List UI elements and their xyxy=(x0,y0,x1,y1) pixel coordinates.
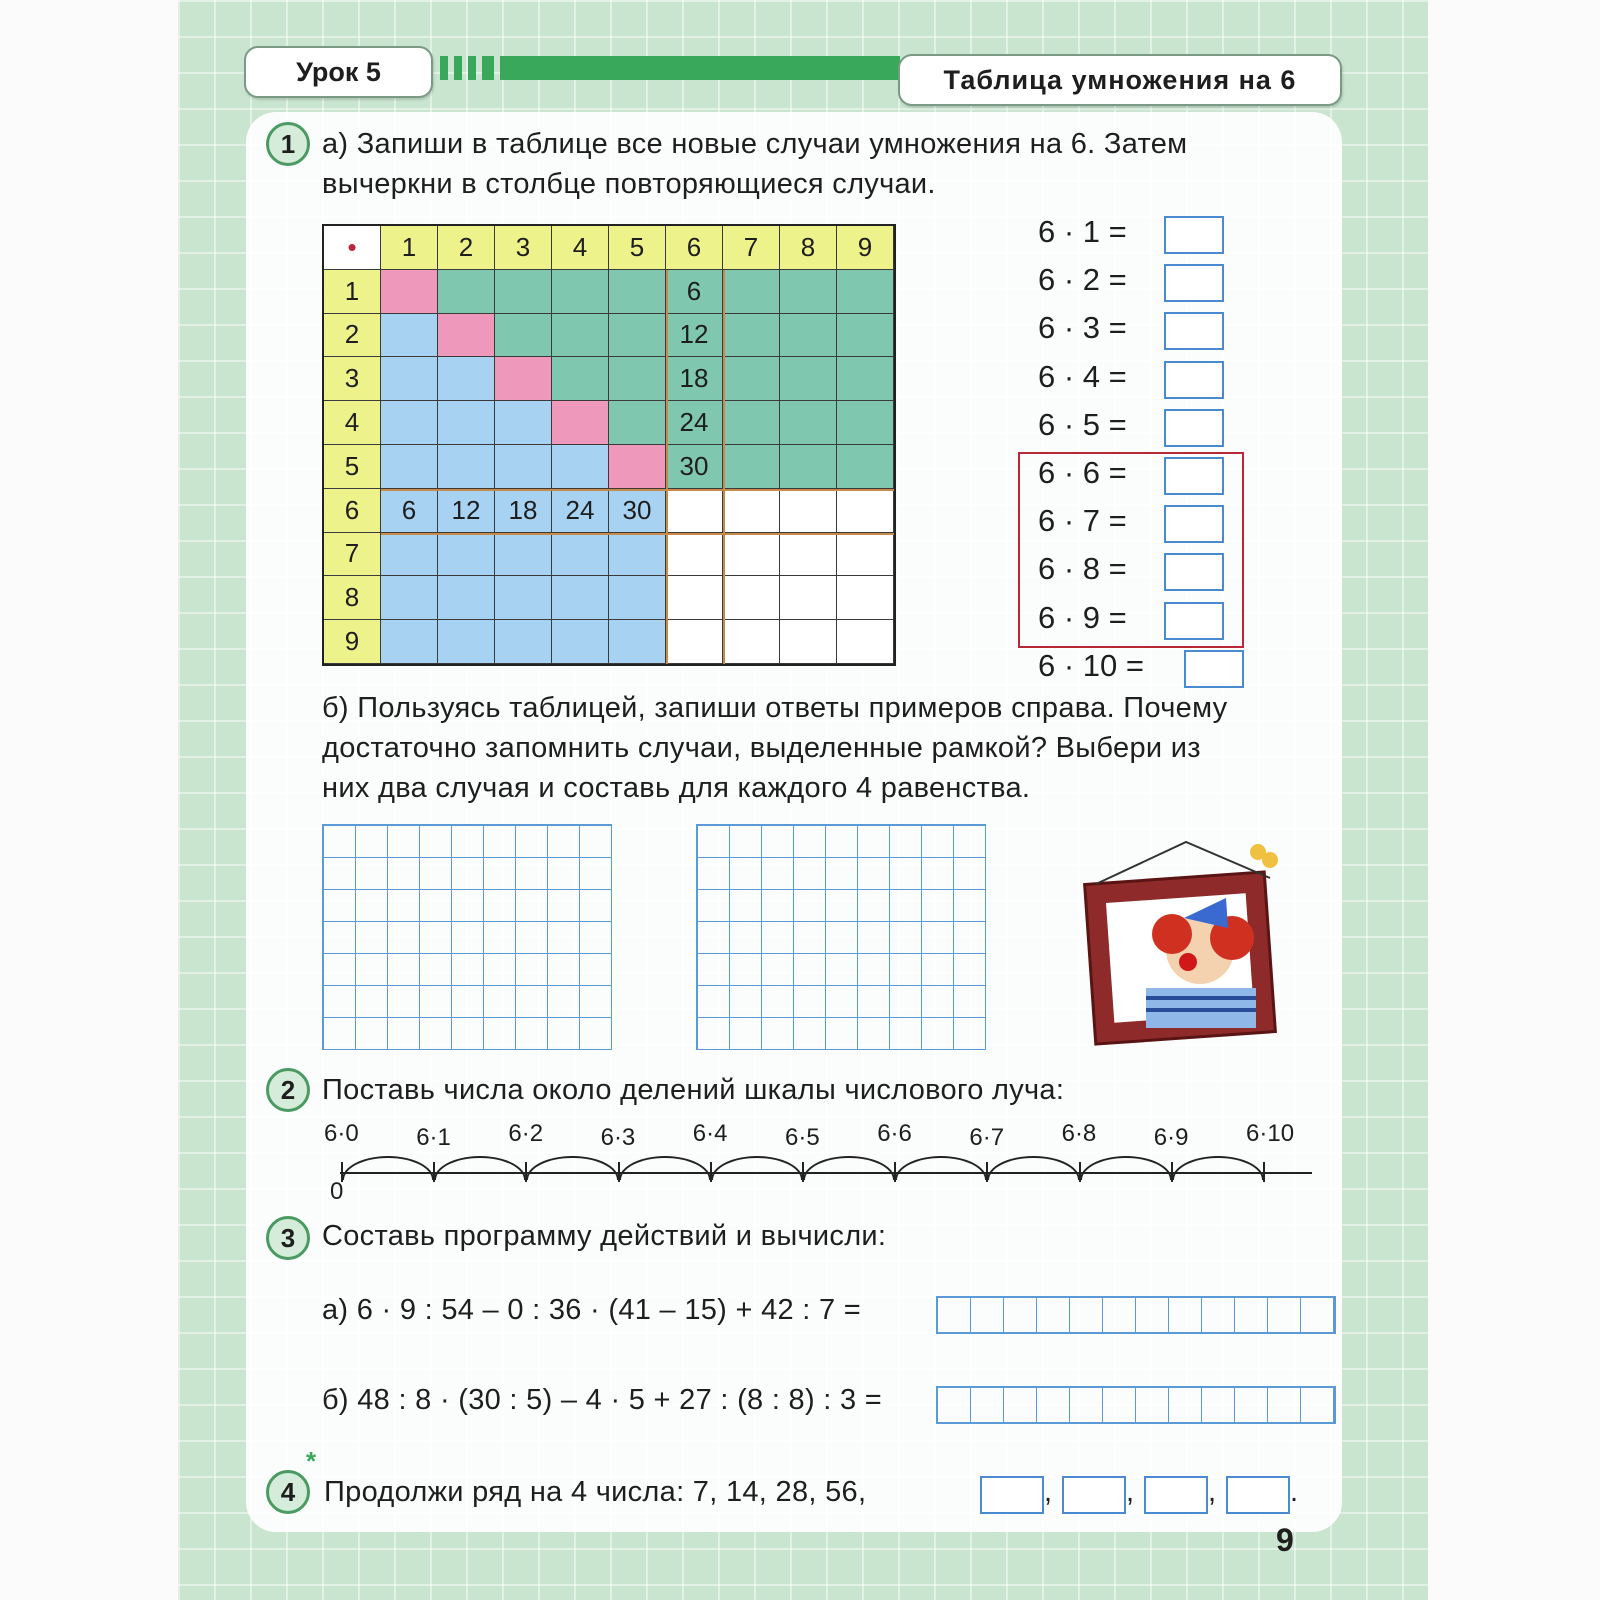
answer-cell[interactable] xyxy=(1202,1298,1235,1332)
table-cell xyxy=(438,357,495,401)
highlight-line-row xyxy=(381,489,894,491)
ray-label: 6·6 xyxy=(877,1120,912,1147)
table-cell xyxy=(723,357,780,401)
answer-cell[interactable] xyxy=(971,1388,1004,1422)
answer-cell[interactable] xyxy=(1268,1298,1301,1332)
col-header: 9 xyxy=(837,226,894,270)
equation-label: 6 · 7 = xyxy=(1038,503,1127,539)
table-cell xyxy=(780,489,837,533)
table-cell xyxy=(723,445,780,489)
table-cell xyxy=(495,314,552,358)
sequence-answer-2[interactable] xyxy=(1062,1476,1126,1514)
answer-cell[interactable] xyxy=(1235,1298,1268,1332)
table-cell xyxy=(780,620,837,664)
table-cell xyxy=(780,576,837,620)
table-cell xyxy=(552,357,609,401)
equation-answer-box[interactable] xyxy=(1164,216,1224,254)
equation-answer-box[interactable] xyxy=(1164,409,1224,447)
table-cell xyxy=(438,314,495,358)
table-cell xyxy=(837,576,894,620)
row-header: 3 xyxy=(324,357,381,401)
equation-label: 6 · 3 = xyxy=(1038,310,1127,346)
table-cell xyxy=(666,620,723,664)
table-cell xyxy=(552,533,609,577)
table-cell xyxy=(723,533,780,577)
ray-label: 6·3 xyxy=(600,1124,636,1151)
equation-answer-box[interactable] xyxy=(1184,650,1244,688)
ray-label: 6·10 xyxy=(1246,1120,1295,1147)
table-cell xyxy=(381,445,438,489)
table-cell xyxy=(381,620,438,664)
table-cell xyxy=(837,270,894,314)
answer-cell[interactable] xyxy=(938,1388,971,1422)
col-header: 8 xyxy=(780,226,837,270)
row6-value: 6 xyxy=(381,489,438,533)
table-cell xyxy=(438,620,495,664)
sequence-separator-3: , xyxy=(1208,1476,1217,1508)
highlight-line-row xyxy=(381,533,894,535)
task-2-number: 2 xyxy=(266,1068,310,1112)
col6-value: 24 xyxy=(666,401,723,445)
col6-value: 12 xyxy=(666,314,723,358)
table-cell xyxy=(381,401,438,445)
table-cell xyxy=(381,314,438,358)
sequence-answer-1[interactable] xyxy=(980,1476,1044,1514)
number-ray-line xyxy=(340,1172,1312,1174)
answer-cell[interactable] xyxy=(938,1298,971,1332)
row-header: 2 xyxy=(324,314,381,358)
number-ray-zero: 0 xyxy=(330,1178,344,1205)
answer-cell[interactable] xyxy=(1169,1298,1202,1332)
equation-label: 6 · 9 = xyxy=(1038,599,1127,635)
table-cell xyxy=(609,445,666,489)
col-header: 2 xyxy=(438,226,495,270)
table-cell xyxy=(495,620,552,664)
page-number: 9 xyxy=(1276,1522,1294,1558)
task-1a-line2: вычеркни в столбце повторяющиеся случаи. xyxy=(322,168,936,200)
sequence-separator-2: , xyxy=(1126,1476,1135,1508)
table-cell xyxy=(837,401,894,445)
task-3a-answer-cells[interactable] xyxy=(936,1296,1336,1334)
ray-label: 6·8 xyxy=(1061,1120,1097,1147)
table-cell xyxy=(780,270,837,314)
equation-label: 6 · 5 = xyxy=(1038,406,1127,442)
table-cell xyxy=(780,314,837,358)
answer-cell[interactable] xyxy=(1136,1298,1169,1332)
table-cell xyxy=(666,489,723,533)
col-header: 7 xyxy=(723,226,780,270)
task-1-number: 1 xyxy=(266,122,310,166)
answer-cell[interactable] xyxy=(1004,1388,1037,1422)
equation-label: 6 · 1 = xyxy=(1038,214,1127,249)
col-header: 4 xyxy=(552,226,609,270)
answer-cell[interactable] xyxy=(1301,1298,1334,1332)
table-cell xyxy=(381,357,438,401)
table-cell xyxy=(723,576,780,620)
answer-cell[interactable] xyxy=(1103,1298,1136,1332)
table-cell xyxy=(723,401,780,445)
row-header: 5 xyxy=(324,445,381,489)
answer-cell[interactable] xyxy=(1103,1388,1136,1422)
row6-value: 18 xyxy=(495,489,552,533)
answer-cell[interactable] xyxy=(1136,1388,1169,1422)
ray-label: 6·7 xyxy=(969,1124,1005,1151)
answer-cell[interactable] xyxy=(1301,1388,1334,1422)
table-cell xyxy=(780,533,837,577)
multiplication-table xyxy=(322,224,896,666)
col-header: 1 xyxy=(381,226,438,270)
table-cell xyxy=(723,620,780,664)
sequence-separator-1: , xyxy=(1044,1476,1053,1508)
table-cell xyxy=(495,445,552,489)
answer-grid-right[interactable] xyxy=(696,824,986,1050)
col6-value: 6 xyxy=(666,270,723,314)
table-cell xyxy=(666,576,723,620)
table-cell xyxy=(666,533,723,577)
row6-value: 24 xyxy=(552,489,609,533)
equation-label: 6 · 8 = xyxy=(1038,551,1127,587)
table-cell xyxy=(552,445,609,489)
table-cell xyxy=(495,270,552,314)
table-cell xyxy=(609,401,666,445)
ray-label: 6·0 xyxy=(324,1120,359,1147)
table-cell xyxy=(381,270,438,314)
task-3-number: 3 xyxy=(266,1216,310,1260)
answer-grid-left[interactable] xyxy=(322,824,612,1050)
answer-cell[interactable] xyxy=(1268,1388,1301,1422)
table-cell xyxy=(780,357,837,401)
row-header: 7 xyxy=(324,533,381,577)
answer-cell[interactable] xyxy=(1169,1388,1202,1422)
task-3b-answer-cells[interactable] xyxy=(936,1386,1336,1424)
task-1b-line3: них два случая и составь для каждого 4 равенства. xyxy=(322,772,1031,804)
table-cell xyxy=(438,270,495,314)
equation-label: 6 · 6 = xyxy=(1038,455,1127,490)
table-cell xyxy=(438,401,495,445)
table-cell xyxy=(438,576,495,620)
row6-value: 12 xyxy=(438,489,495,533)
row-header: 4 xyxy=(324,401,381,445)
table-corner: • xyxy=(324,226,381,270)
table-cell xyxy=(495,357,552,401)
task-3b-expression: б) 48 : 8 · (30 : 5) – 4 · 5 + 27 : (8 : 8) : 3 = xyxy=(322,1384,883,1416)
task-4-star: * xyxy=(306,1446,317,1476)
answer-cell[interactable] xyxy=(1004,1298,1037,1332)
ray-label: 6·4 xyxy=(692,1120,728,1147)
row-header: 9 xyxy=(324,620,381,664)
table-cell xyxy=(837,620,894,664)
answer-cell[interactable] xyxy=(1037,1388,1070,1422)
equation-label: 6 · 10 = xyxy=(1038,647,1144,683)
table-cell xyxy=(495,576,552,620)
equation-answer-box[interactable] xyxy=(1164,264,1224,302)
table-cell xyxy=(438,533,495,577)
col6-value: 30 xyxy=(666,445,723,489)
table-cell xyxy=(780,445,837,489)
ray-label: 6·2 xyxy=(508,1120,544,1147)
col-header: 6 xyxy=(666,226,723,270)
task-2-text: Поставь числа около делений шкалы числового луча: xyxy=(322,1074,1065,1106)
answer-cell[interactable] xyxy=(1070,1388,1103,1422)
task-3a-expression: а) 6 · 9 : 54 – 0 : 36 · (41 – 15) + 42 : 7 = xyxy=(322,1294,862,1326)
table-cell xyxy=(552,314,609,358)
answer-cell[interactable] xyxy=(1202,1388,1235,1422)
table-cell xyxy=(609,357,666,401)
task-1b-line2: достаточно запомнить случаи, выделенные рамкой? Выбери из xyxy=(322,732,1201,764)
table-cell xyxy=(609,576,666,620)
table-cell xyxy=(723,314,780,358)
table-cell xyxy=(609,270,666,314)
table-cell xyxy=(495,533,552,577)
table-cell xyxy=(552,401,609,445)
answer-cell[interactable] xyxy=(1070,1298,1103,1332)
table-cell xyxy=(723,489,780,533)
ray-label: 6·9 xyxy=(1153,1124,1189,1151)
equation-answer-box[interactable] xyxy=(1164,312,1224,350)
table-cell xyxy=(381,576,438,620)
table-cell xyxy=(723,270,780,314)
task-1b-line1: б) Пользуясь таблицей, запиши ответы примеров справа. Почему xyxy=(322,692,1228,724)
table-cell xyxy=(780,401,837,445)
row6-value: 30 xyxy=(609,489,666,533)
answer-cell[interactable] xyxy=(1037,1298,1070,1332)
table-cell xyxy=(837,357,894,401)
highlight-line-col xyxy=(666,270,668,664)
table-cell xyxy=(609,533,666,577)
equation-label: 6 · 4 = xyxy=(1038,358,1127,394)
table-cell xyxy=(381,533,438,577)
table-cell xyxy=(837,314,894,358)
table-cell xyxy=(609,620,666,664)
ray-label: 6·5 xyxy=(785,1124,820,1151)
table-cell xyxy=(552,576,609,620)
header-bars xyxy=(440,56,900,80)
sequence-answer-4[interactable] xyxy=(1226,1476,1290,1514)
table-cell xyxy=(837,445,894,489)
highlight-line-col xyxy=(723,270,725,664)
task-4-text: Продолжи ряд на 4 числа: 7, 14, 28, 56, xyxy=(324,1476,867,1508)
table-cell xyxy=(609,314,666,358)
clown-picture-icon xyxy=(1076,838,1296,1058)
row-header: 6 xyxy=(324,489,381,533)
table-cell xyxy=(837,489,894,533)
table-cell xyxy=(837,533,894,577)
lesson-label: Урок 5 xyxy=(244,46,433,98)
equation-answer-box[interactable] xyxy=(1164,361,1224,399)
table-cell xyxy=(552,270,609,314)
table-cell xyxy=(438,445,495,489)
lesson-title: Таблица умножения на 6 xyxy=(898,54,1342,106)
table-cell xyxy=(552,620,609,664)
equation-label: 6 · 2 = xyxy=(1038,262,1127,298)
task-4-number: 4 xyxy=(266,1470,310,1514)
answer-cell[interactable] xyxy=(971,1298,1004,1332)
row-header: 8 xyxy=(324,576,381,620)
ray-label: 6·1 xyxy=(416,1124,451,1151)
table-cell xyxy=(495,401,552,445)
task-1a-line1: а) Запиши в таблице все новые случаи умножения на 6. Затем xyxy=(322,128,1188,160)
sequence-end: . xyxy=(1290,1476,1299,1508)
answer-cell[interactable] xyxy=(1235,1388,1268,1422)
highlight-frame xyxy=(1018,452,1244,648)
sequence-answer-3[interactable] xyxy=(1144,1476,1208,1514)
col-header: 5 xyxy=(609,226,666,270)
col6-value: 18 xyxy=(666,357,723,401)
row-header: 1 xyxy=(324,270,381,314)
col-header: 3 xyxy=(495,226,552,270)
task-3-text: Составь программу действий и вычисли: xyxy=(322,1220,887,1252)
